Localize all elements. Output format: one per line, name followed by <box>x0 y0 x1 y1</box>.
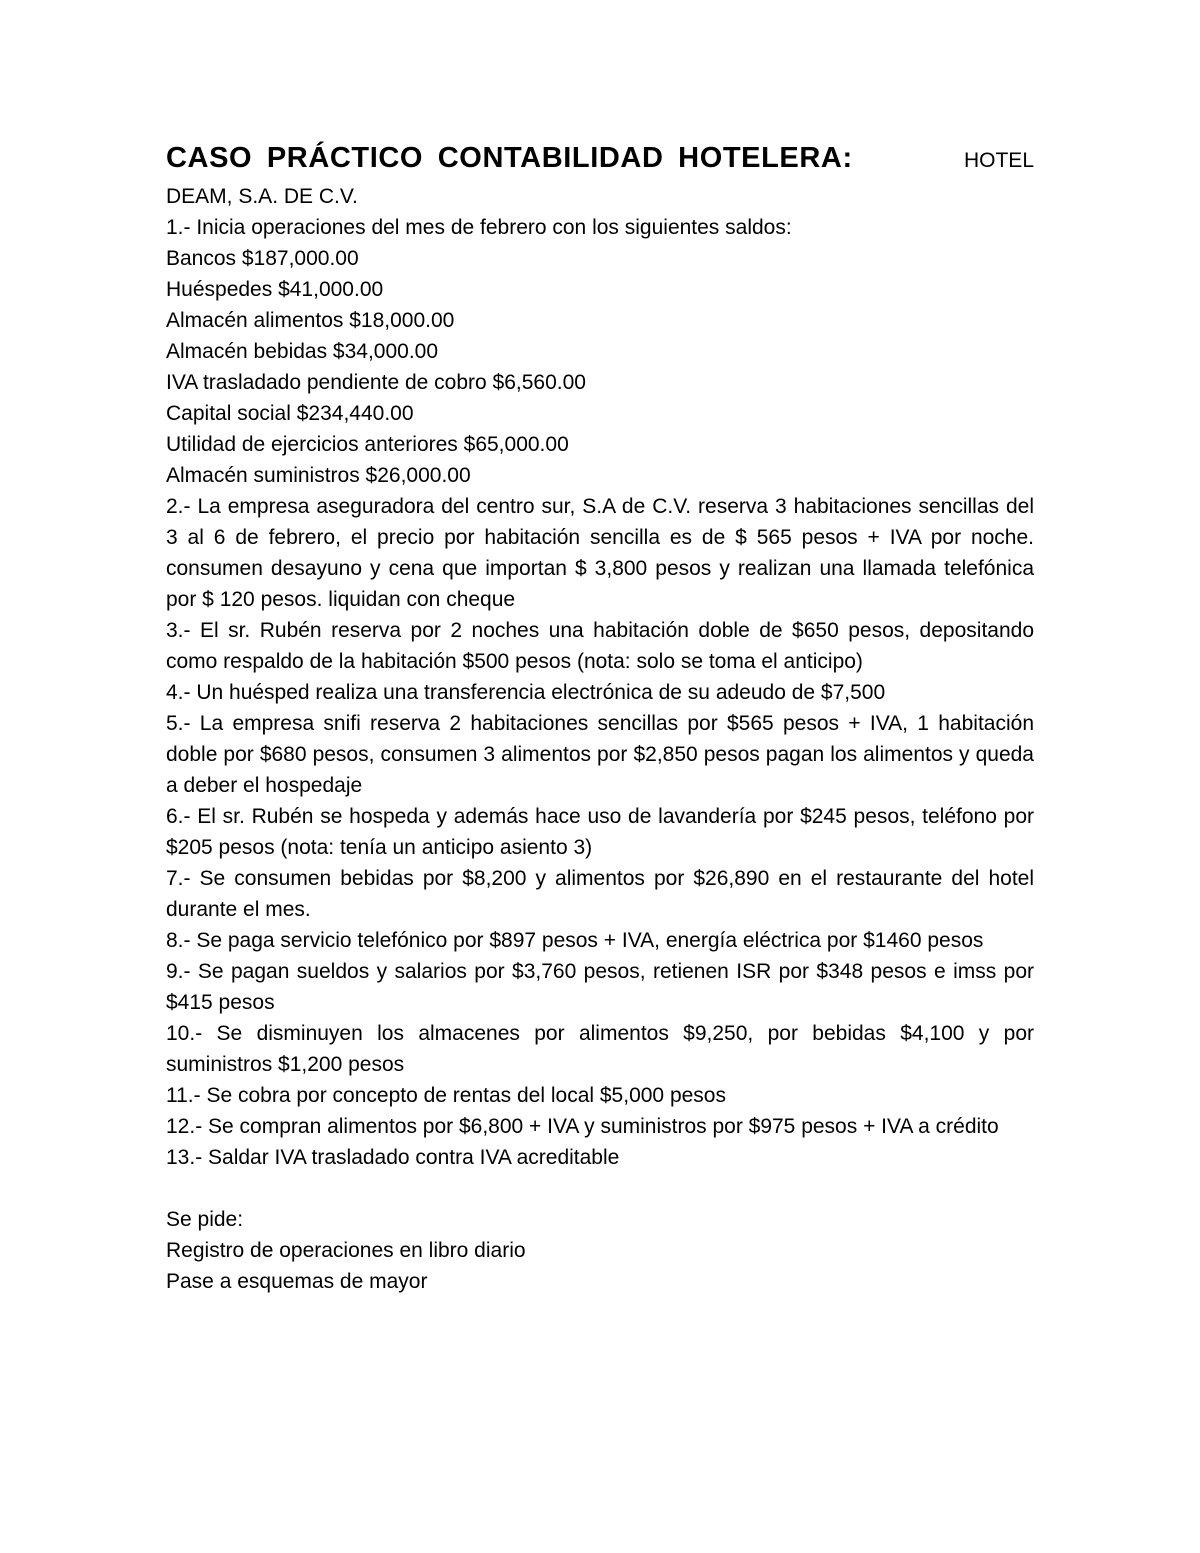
operation-item: 8.- Se paga servicio telefónico por $897 pesos + IVA, energía eléctrica por $1460 pesos <box>166 929 984 952</box>
balance-item: Bancos $187,000.00 <box>166 247 359 270</box>
operation-item: 7.- Se consumen bebidas por $8,200 y alimentos por $26,890 en el restaurante del hotel durante el mes. <box>166 867 1034 921</box>
requests-title: Se pide: <box>166 1208 244 1231</box>
title-bold: CASO PRÁCTICO CONTABILIDAD HOTELERA: <box>166 142 853 174</box>
balance-item: IVA trasladado pendiente de cobro $6,560.00 <box>166 371 586 394</box>
operation-item: 3.- El sr. Rubén reserva por 2 noches una habitación doble de $650 pesos, depositando como respaldo de la habitación $500 pesos (nota: solo se toma el anticipo) <box>166 619 1034 673</box>
operation-item: 10.- Se disminuyen los almacenes por alimentos $9,250, por bebidas $4,100 y por suministros $1,200 pesos <box>166 1022 1034 1076</box>
requests-list <box>166 1235 1034 1297</box>
title-company: DEAM, S.A. DE C.V. <box>166 185 358 208</box>
spacer <box>166 1173 1034 1204</box>
operation-item: 2.- La empresa aseguradora del centro sur, S.A de C.V. reserva 3 habitaciones sencillas del 3 al 6 de febrero, el precio por habitación sencilla es de $ 565 pesos + IVA por noche. consumen desayuno y cena que importan $ 3,800 pesos y realizan una llamada telefónica por $ 120 pesos. liquidan con cheque <box>166 495 1034 611</box>
balance-item: Capital social $234,440.00 <box>166 402 414 425</box>
document-page <box>166 138 1034 1297</box>
balances-list <box>166 243 1034 491</box>
operation-item: 6.- El sr. Rubén se hospeda y además hace uso de lavandería por $245 pesos, teléfono por $205 pesos (nota: tenía un anticipo asiento 3) <box>166 805 1034 859</box>
operation-item: 4.- Un huésped realiza una transferencia electrónica de su adeudo de $7,500 <box>166 681 886 704</box>
operation-item: 9.- Se pagan sueldos y salarios por $3,760 pesos, retienen ISR por $348 pesos e imss por $415 pesos <box>166 960 1034 1014</box>
request-item: Pase a esquemas de mayor <box>166 1270 428 1293</box>
balance-item: Almacén alimentos $18,000.00 <box>166 309 455 332</box>
operation-item: 12.- Se compran alimentos por $6,800 + IVA y suministros por $975 pesos + IVA a crédito <box>166 1115 999 1138</box>
operations-list <box>166 491 1034 1173</box>
request-item: Registro de operaciones en libro diario <box>166 1239 526 1262</box>
item-1-intro: 1.- Inicia operaciones del mes de febrero con los siguientes saldos: <box>166 216 792 239</box>
document-title <box>166 138 1034 181</box>
title-hotel: HOTEL <box>963 149 1034 172</box>
balance-item: Utilidad de ejercicios anteriores $65,000.00 <box>166 433 569 456</box>
balance-item: Almacén bebidas $34,000.00 <box>166 340 439 363</box>
operation-item: 11.- Se cobra por concepto de rentas del local $5,000 pesos <box>166 1084 726 1107</box>
operation-item: 5.- La empresa snifi reserva 2 habitaciones sencillas por $565 pesos + IVA, 1 habitación doble por $680 pesos, consumen 3 alimentos por $2,850 pesos pagan los alimentos y queda a deber el hospedaje <box>166 712 1034 797</box>
balance-item: Huéspedes $41,000.00 <box>166 278 384 301</box>
balance-item: Almacén suministros $26,000.00 <box>166 464 471 487</box>
operation-item: 13.- Saldar IVA trasladado contra IVA acreditable <box>166 1146 620 1169</box>
